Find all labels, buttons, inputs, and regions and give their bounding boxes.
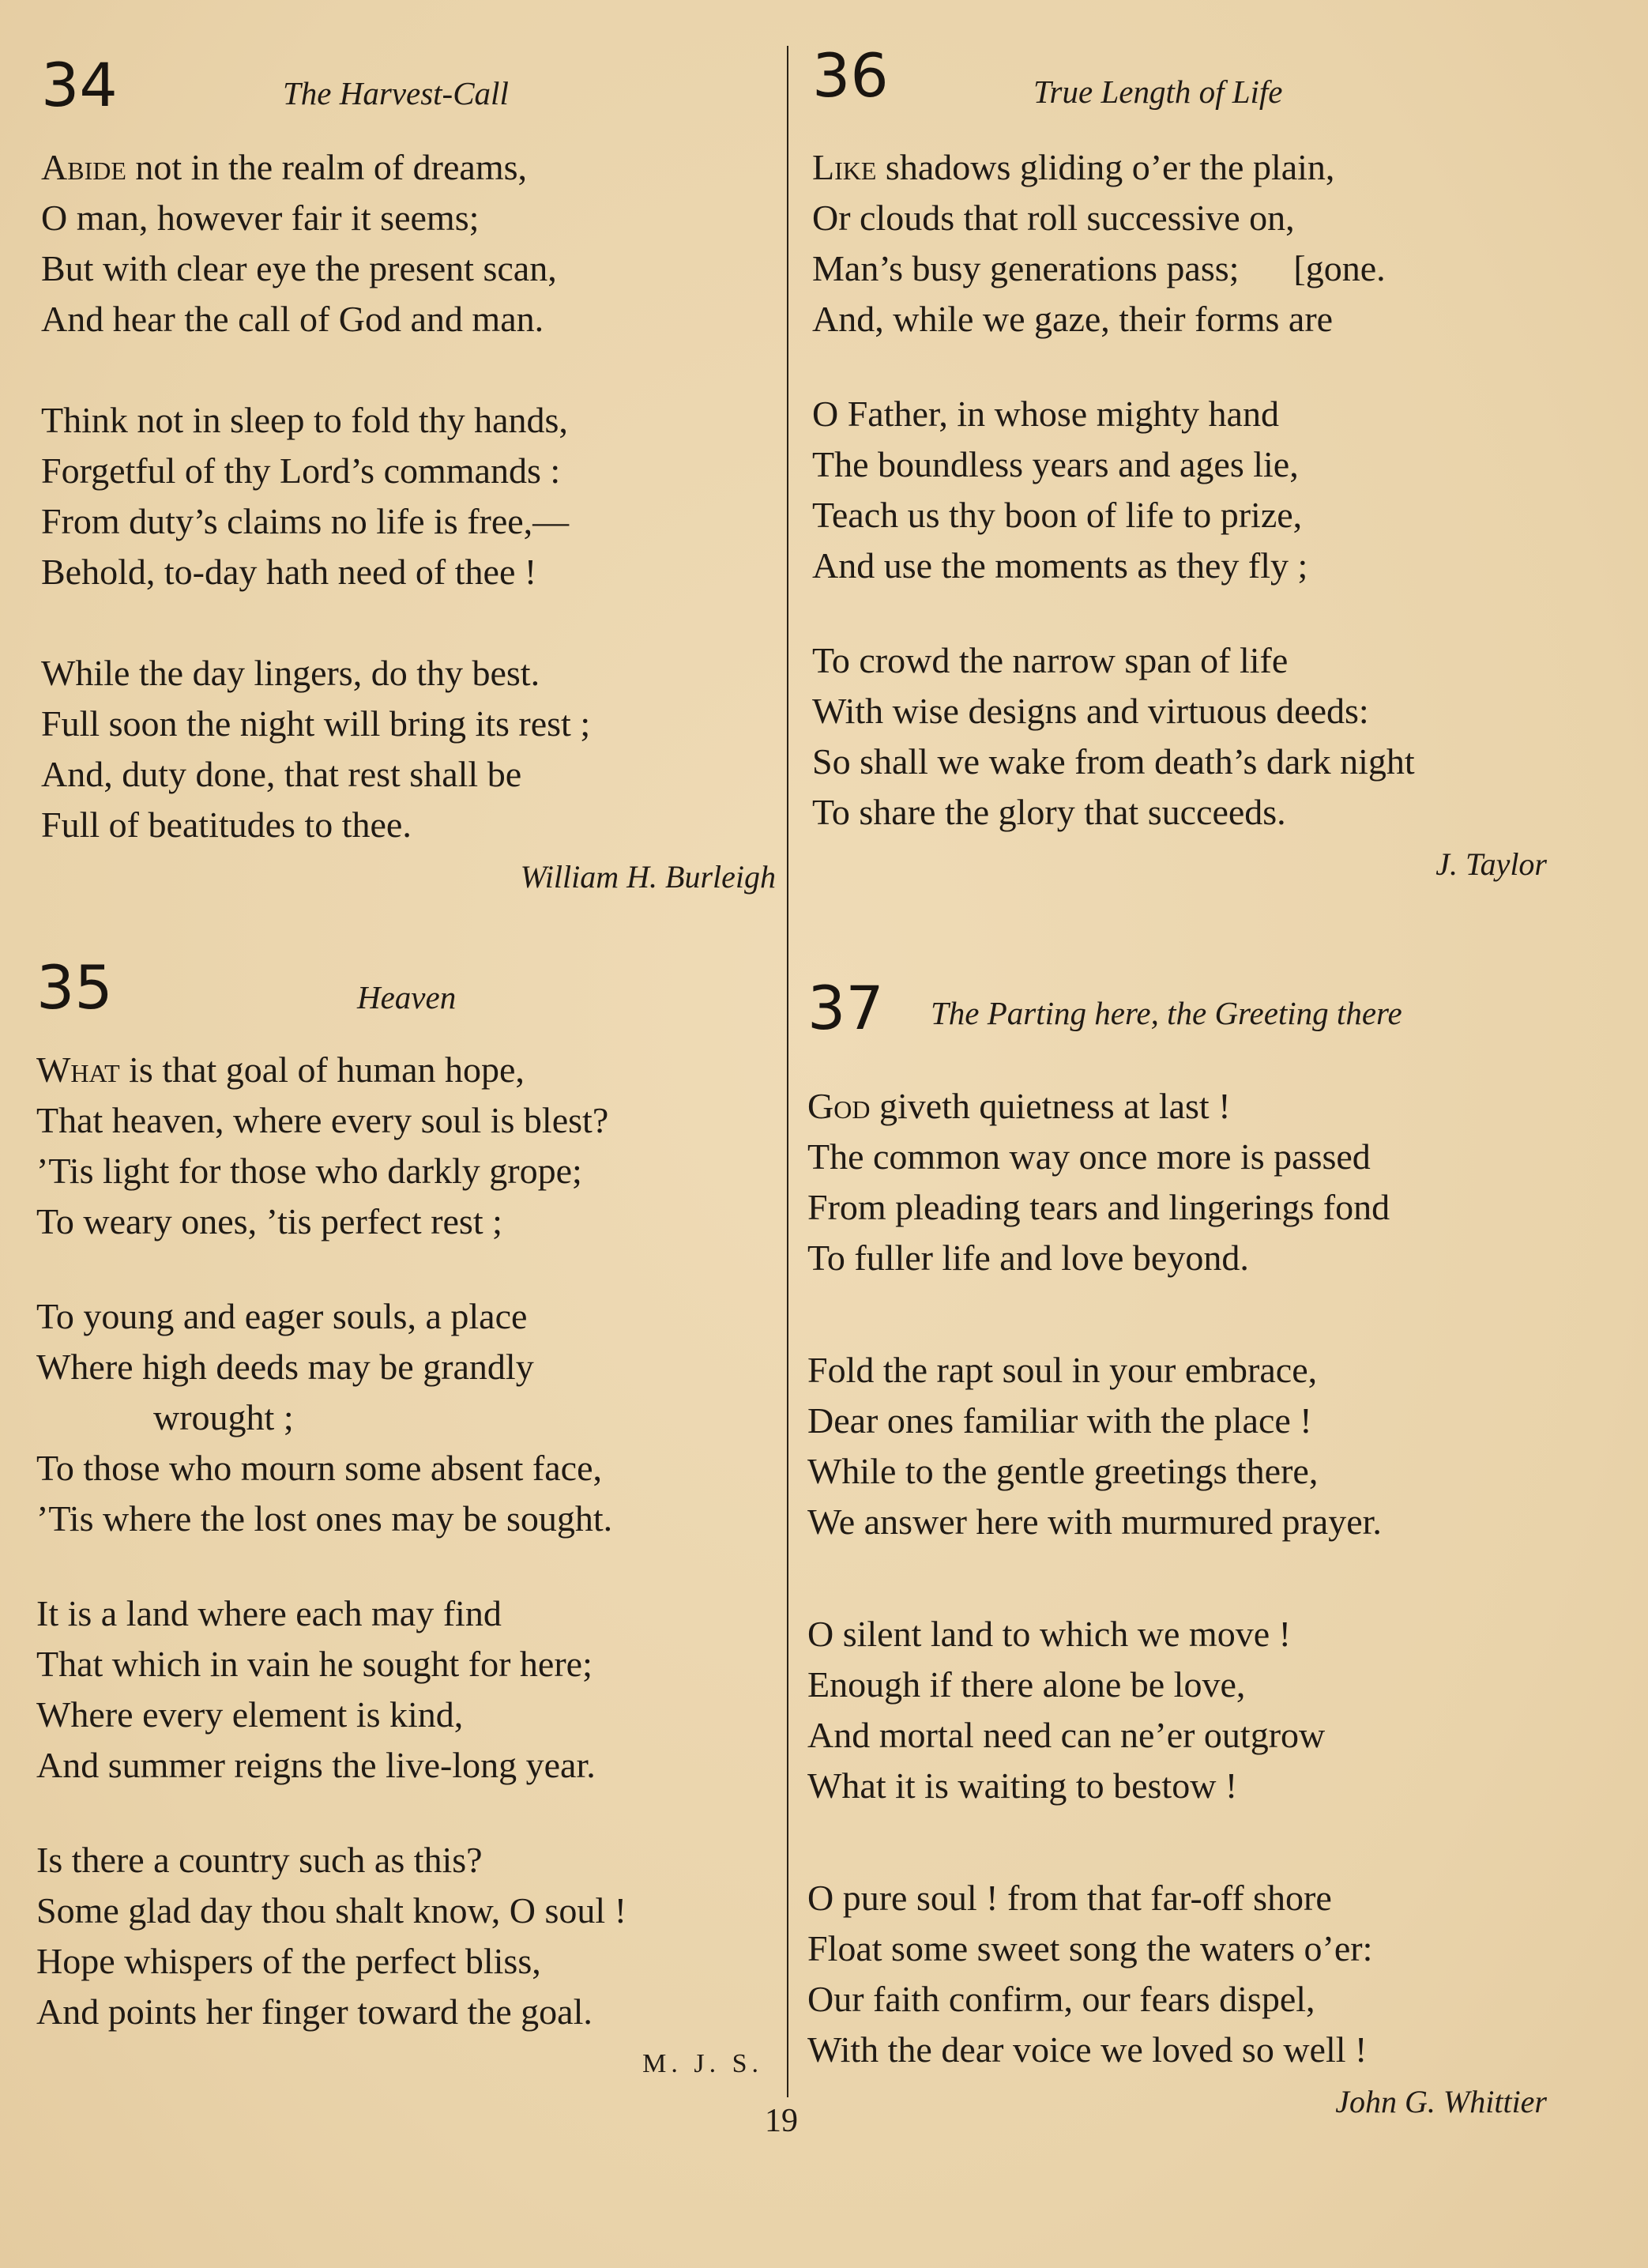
verse-text: not in the realm of dreams,: [126, 147, 528, 187]
verse-text: Behold, to-day hath need of thee !: [41, 552, 537, 592]
verse-text: To those who mourn some absent face,: [36, 1448, 602, 1488]
verse-line: [41, 446, 776, 496]
verse-text: O silent land to which we move !: [807, 1614, 1291, 1654]
verse-line: [812, 142, 1547, 193]
verse-line: [807, 1182, 1547, 1233]
verse-line: [41, 648, 776, 699]
verse-text: Forgetful of thy Lord’s commands :: [41, 450, 561, 491]
page-number: 19: [765, 2103, 798, 2139]
verse-line: [807, 1761, 1547, 1811]
opening-word: Like: [812, 147, 877, 187]
verse-line: [41, 294, 776, 345]
verse-line: [36, 1639, 779, 1690]
verse-text: The boundless years and ages lie,: [812, 444, 1299, 484]
stanza: [36, 1291, 779, 1544]
verse-text: ’Tis light for those who darkly grope;: [36, 1151, 582, 1191]
verse-line: [36, 1886, 779, 1936]
verse-line: [36, 1494, 779, 1544]
hymn-header: [807, 973, 1547, 1081]
hymn-number: 34: [41, 50, 118, 120]
hymn-author: John G. Whittier: [1335, 2084, 1547, 2119]
verse-text: To share the glory that succeeds.: [812, 792, 1286, 832]
verse-line: [41, 547, 776, 597]
verse-text: With wise designs and virtuous deeds:: [812, 691, 1369, 731]
stanza: [812, 635, 1547, 838]
verse-line: [812, 243, 1547, 294]
hymn-header: [36, 952, 779, 1045]
verse-text: is that goal of human hope,: [119, 1049, 525, 1090]
verse-line: [36, 1690, 779, 1740]
stanza: [41, 142, 776, 345]
verse-text: But with clear eye the present scan,: [41, 248, 557, 288]
verse-line: [807, 1396, 1547, 1446]
verse-text: So shall we wake from death’s dark night: [812, 741, 1415, 782]
opening-word: What: [36, 1049, 120, 1090]
verse-line: [36, 1740, 779, 1791]
verse-line: [36, 1342, 779, 1392]
verse-line: [807, 1660, 1547, 1710]
verse-text: Think not in sleep to fold thy hands,: [41, 400, 568, 440]
verse-line: [36, 1196, 779, 1247]
verse-line: [41, 699, 776, 749]
verse-text: Enough if there alone be love,: [807, 1664, 1246, 1705]
verse-line: [807, 1923, 1547, 1974]
verse-text: Full soon the night will bring its rest ;: [41, 703, 591, 744]
stanza: [812, 389, 1547, 591]
verse-text: While the day lingers, do thy best.: [41, 653, 540, 693]
verse-line: [807, 1132, 1547, 1182]
column-divider: [787, 46, 788, 2097]
stanza: [41, 648, 776, 850]
verse-text: With the dear voice we loved so well !: [807, 2029, 1368, 2070]
verse-text: To crowd the narrow span of life: [812, 640, 1289, 680]
verse-text: Is there a country such as this?: [36, 1840, 483, 1880]
verse-line: [807, 1710, 1547, 1761]
verse-line: [812, 193, 1547, 243]
opening-word: God: [807, 1086, 871, 1126]
verse-text: From duty’s claims no life is free,—: [41, 501, 570, 541]
verse-line: [36, 1146, 779, 1196]
hymn-37: [807, 973, 1547, 2124]
verse-line: [36, 1987, 779, 2037]
hymn-36: [812, 40, 1547, 887]
hymn-header: [41, 50, 776, 142]
verse-text: O man, however fair it seems;: [41, 198, 480, 238]
stanza: [807, 1345, 1547, 1547]
verse-text: That heaven, where every soul is blest?: [36, 1100, 609, 1140]
stanza: [807, 1081, 1547, 1283]
hymn-title: True Length of Life: [1033, 73, 1283, 110]
verse-line: [36, 1095, 779, 1146]
verse-line: [41, 142, 776, 193]
stanza: [812, 142, 1547, 345]
verse-text: wrought ;: [153, 1397, 294, 1437]
hymn-author: M. J. S.: [642, 2049, 763, 2078]
verse-line: [812, 439, 1547, 490]
hymn-header: [812, 40, 1547, 142]
hymn-34: [41, 50, 776, 899]
hymn-author: William H. Burleigh: [520, 859, 776, 895]
verse-text: O pure soul ! from that far-off shore: [807, 1878, 1332, 1918]
verse-line: [812, 787, 1547, 838]
verse-line: [807, 1873, 1547, 1923]
stanza: [807, 1873, 1547, 2075]
verse-line: [41, 243, 776, 294]
verse-text: And points her finger toward the goal.: [36, 1991, 593, 2032]
verse-text: From pleading tears and lingerings fond: [807, 1187, 1390, 1227]
verse-line: [807, 1609, 1547, 1660]
verse-line: [812, 490, 1547, 541]
verse-text: Fold the rapt soul in your embrace,: [807, 1350, 1318, 1390]
verse-text: Our faith confirm, our fears dispel,: [807, 1979, 1315, 2019]
stanza: [36, 1588, 779, 1791]
verse-text: Full of beatitudes to thee.: [41, 804, 412, 845]
hymn-stanzas: [41, 142, 776, 850]
verse-line: [41, 749, 776, 800]
verse-line: [36, 1291, 779, 1342]
verse-line: [36, 1443, 779, 1494]
verse-line: [807, 1497, 1547, 1547]
verse-text: And, while we gaze, their forms are: [812, 299, 1334, 339]
verse-line: [36, 1936, 779, 1987]
verse-text: To weary ones, ’tis perfect rest ;: [36, 1201, 502, 1241]
stanza: [807, 1609, 1547, 1811]
verse-text: And mortal need can ne’er outgrow: [807, 1715, 1326, 1755]
verse-text: giveth quietness at last !: [870, 1086, 1231, 1126]
verse-text: Or clouds that roll successive on,: [812, 198, 1295, 238]
verse-line: [41, 193, 776, 243]
stanza: [36, 1835, 779, 2037]
opening-word: Abide: [41, 147, 126, 187]
stanza: [36, 1045, 779, 1247]
verse-text: We answer here with murmured prayer.: [807, 1501, 1382, 1542]
verse-line: [41, 496, 776, 547]
verse-text: And, duty done, that rest shall be: [41, 754, 522, 794]
verse-line: [812, 737, 1547, 787]
verse-line: [36, 1835, 779, 1886]
verse-text: That which in vain he sought for here;: [36, 1644, 593, 1684]
hymn-stanzas: [807, 1081, 1547, 2075]
verse-text: To fuller life and love beyond.: [807, 1238, 1249, 1278]
hymn-number: 37: [807, 973, 884, 1043]
verse-line: [807, 1345, 1547, 1396]
verse-text: shadows gliding o’er the plain,: [876, 147, 1335, 187]
verse-line: [807, 1446, 1547, 1497]
verse-line: [807, 1081, 1547, 1132]
hymn-number: 35: [36, 952, 113, 1023]
verse-line: [41, 800, 776, 850]
verse-line: [36, 1588, 779, 1639]
verse-line: [812, 389, 1547, 439]
verse-text: To young and eager souls, a place: [36, 1296, 528, 1336]
hymn-title: The Harvest-Call: [283, 75, 509, 111]
verse-text: Some glad day thou shalt know, O soul !: [36, 1890, 627, 1931]
verse-line: [807, 2025, 1547, 2075]
hymn-title: The Parting here, the Greeting there: [931, 995, 1402, 1031]
verse-text: ’Tis where the lost ones may be sought.: [36, 1498, 613, 1539]
verse-line: [807, 1233, 1547, 1283]
verse-text: Where every element is kind,: [36, 1694, 464, 1735]
verse-text: And hear the call of God and man.: [41, 299, 544, 339]
verse-text: And use the moments as they fly ;: [812, 545, 1308, 586]
verse-line: [36, 1392, 779, 1443]
verse-line: [36, 1045, 779, 1095]
verse-line: [41, 395, 776, 446]
verse-text: Man’s busy generations pass; [gone.: [812, 248, 1386, 288]
hymn-title: Heaven: [357, 979, 457, 1015]
verse-text: Teach us thy boon of life to prize,: [812, 495, 1303, 535]
hymn-stanzas: [812, 142, 1547, 838]
verse-text: While to the gentle greetings there,: [807, 1451, 1319, 1491]
verse-text: Where high deeds may be grandly: [36, 1347, 534, 1387]
verse-text: And summer reigns the live-long year.: [36, 1745, 596, 1785]
verse-line: [812, 294, 1547, 345]
verse-text: It is a land where each may find: [36, 1593, 502, 1633]
hymn-35: [36, 952, 779, 2086]
hymn-number: 36: [812, 40, 889, 111]
hymn-stanzas: [36, 1045, 779, 2037]
verse-line: [812, 541, 1547, 591]
verse-line: [807, 1974, 1547, 2025]
verse-text: What it is waiting to bestow !: [807, 1765, 1238, 1806]
verse-line: [812, 686, 1547, 737]
hymn-author: J. Taylor: [1435, 846, 1547, 882]
stanza: [41, 395, 776, 597]
verse-text: The common way once more is passed: [807, 1136, 1371, 1177]
verse-text: Float some sweet song the waters o’er:: [807, 1928, 1373, 1968]
verse-line: [812, 635, 1547, 686]
verse-text: O Father, in whose mighty hand: [812, 394, 1279, 434]
verse-text: Hope whispers of the perfect bliss,: [36, 1941, 541, 1981]
verse-text: Dear ones familiar with the place !: [807, 1400, 1312, 1441]
